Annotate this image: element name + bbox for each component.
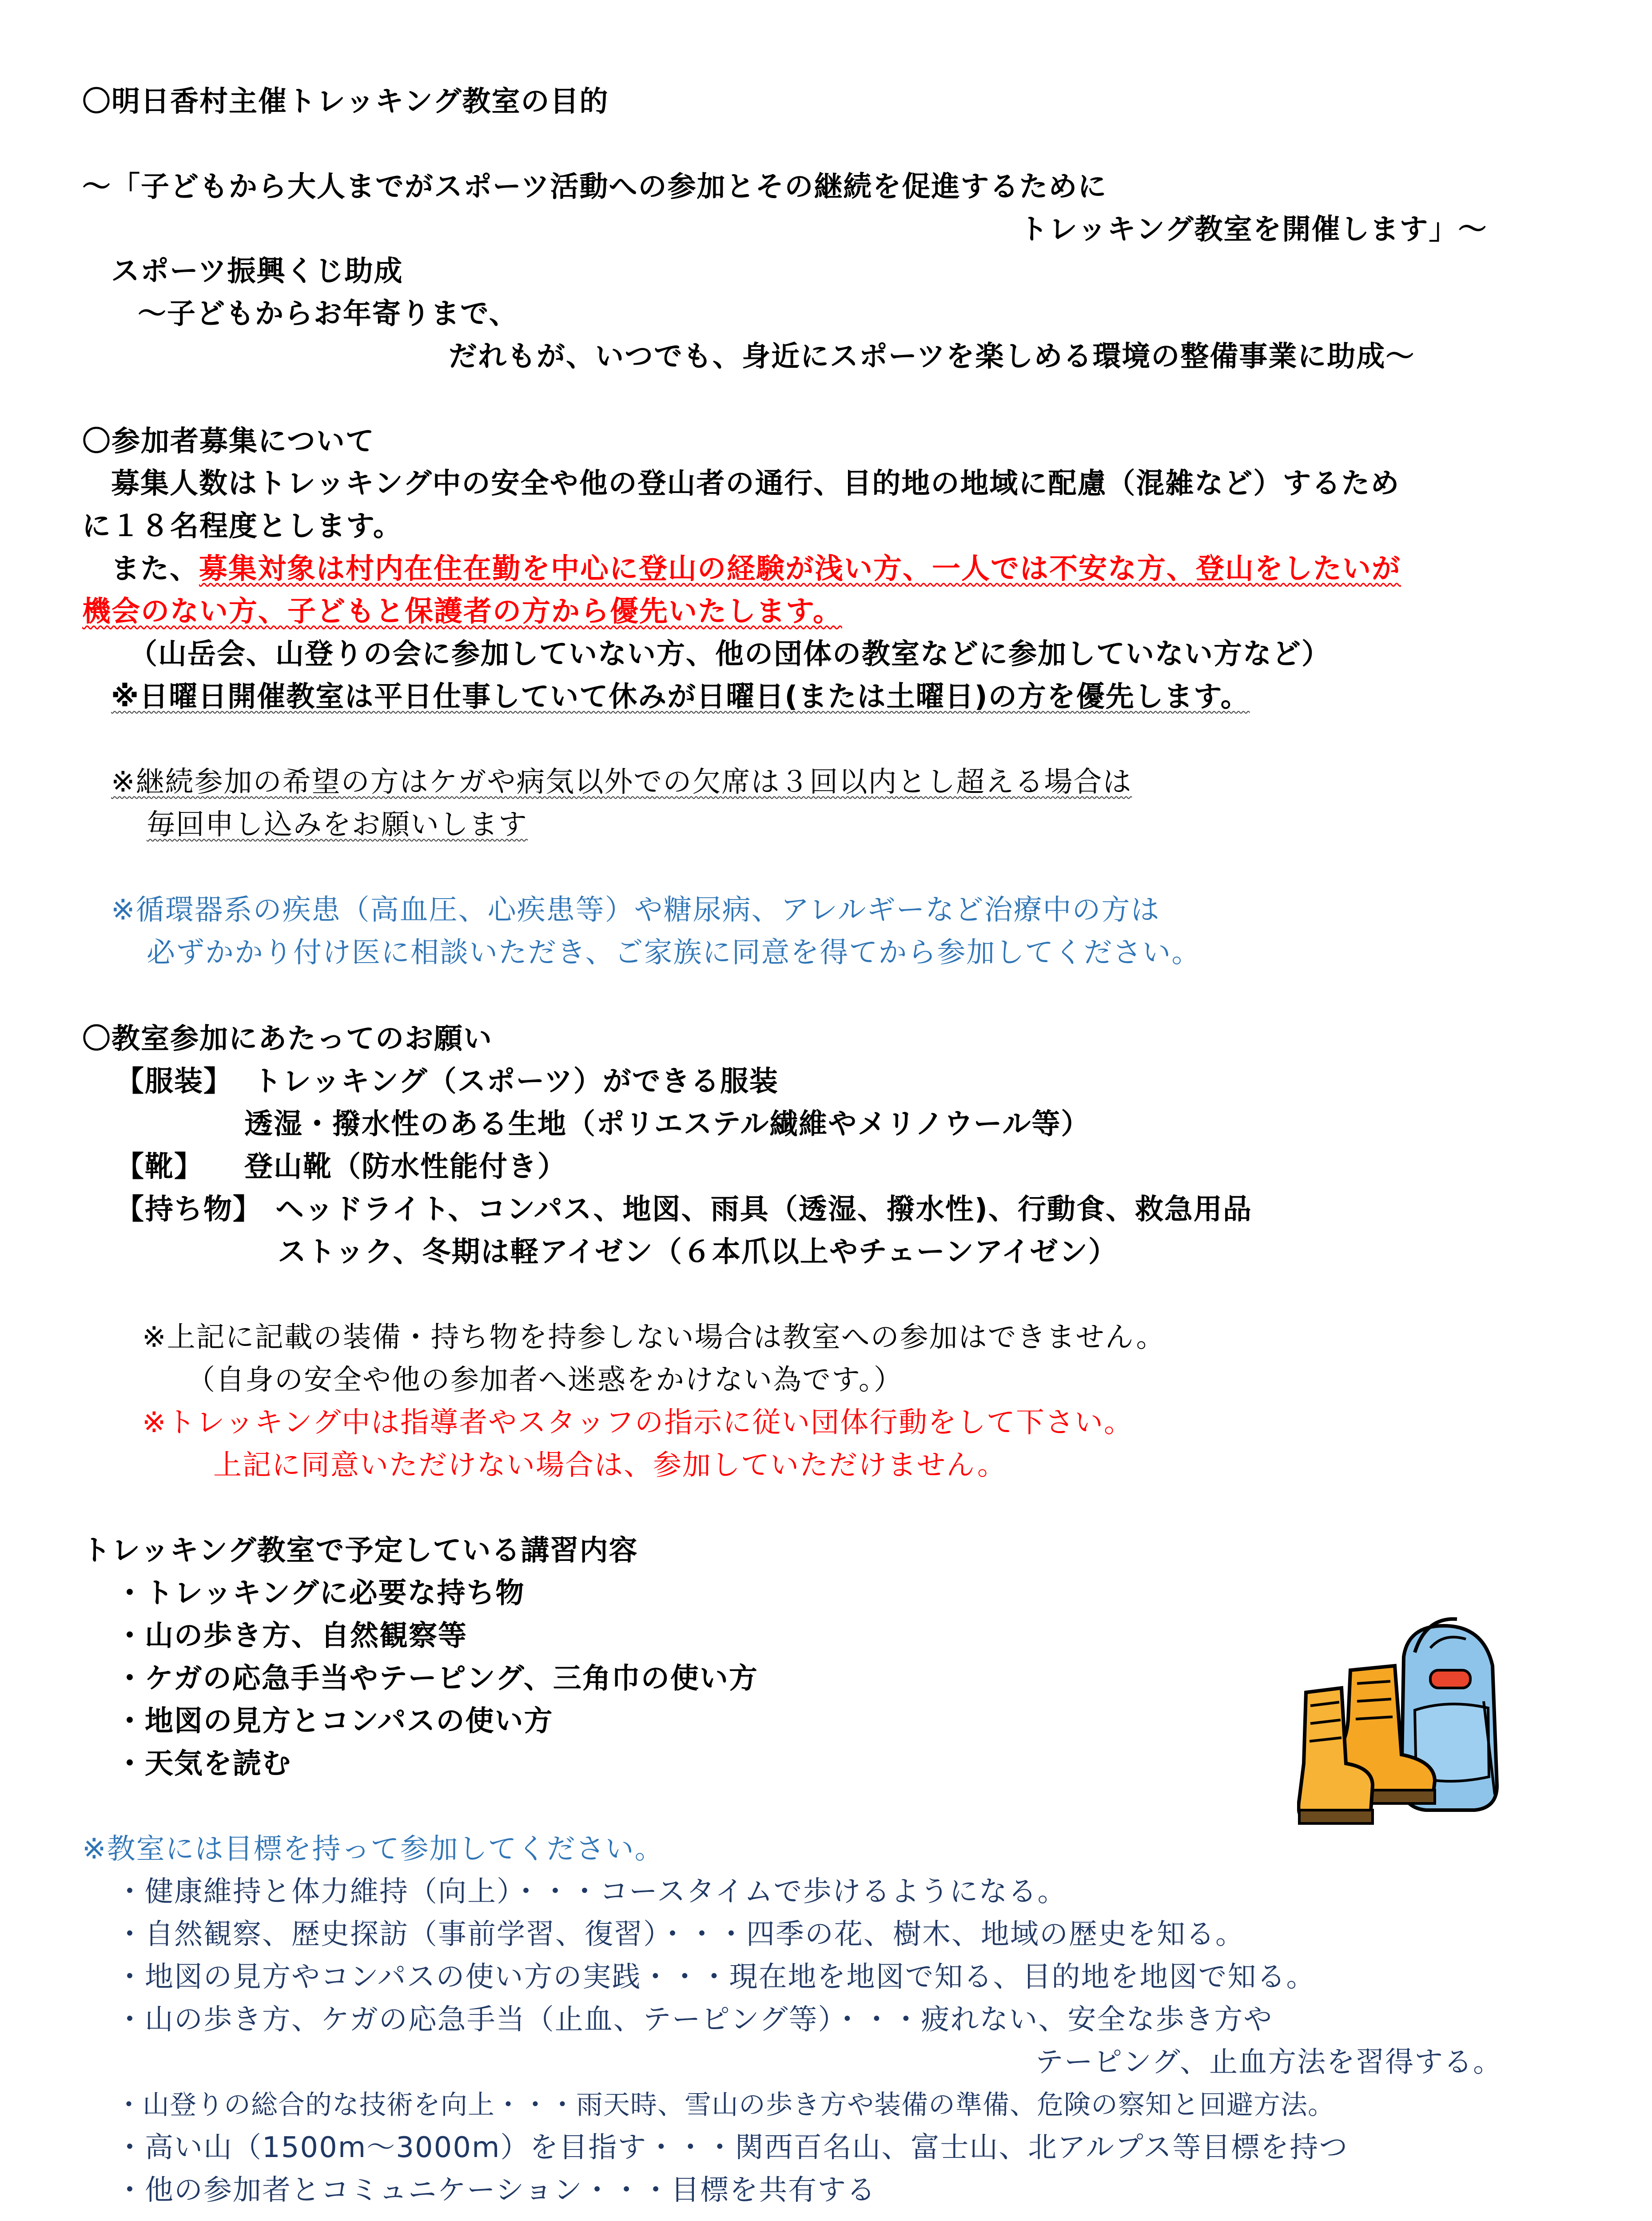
recruit-p3: （山岳会、山登りの会に参加していない方、他の団体の教室などに参加していない方など） [129, 638, 1331, 671]
goal-item: ・高い山（1500m～3000m）を目指す・・・関西百名山、富士山、北アルプス等目標を持つ [115, 2131, 1349, 2164]
course-item: ・山の歩き方、自然観察等 [115, 1620, 467, 1652]
recruit-p4 [111, 680, 1250, 714]
grant-title: スポーツ振興くじ助成 [111, 255, 403, 288]
recruit-heading: 〇参加者募集について [82, 425, 375, 458]
goals-heading: ※教室には目標を持って参加してください。 [82, 1833, 664, 1866]
recruit-p4-text: ※日曜日開催教室は平日仕事していて休みが日曜日(または土曜日)の方を優先します。 [111, 681, 1250, 713]
course-item: ・トレッキングに必要な持ち物 [115, 1577, 525, 1610]
course-item: ・ケガの応急手当やテーピング、三角巾の使い方 [115, 1662, 758, 1695]
recruit-p1-line2: に１８名程度とします。 [82, 510, 402, 543]
recruit-p6-line2: 必ずかかり付け医に相談いただき、ご家族に同意を得てから参加してください。 [147, 936, 1201, 969]
shoes-text: 登山靴（防水性能付き） [244, 1150, 567, 1183]
requests-note-red1: ※トレッキング中は指導者やスタッフの指示に従い団体行動をして下さい。 [142, 1406, 1134, 1439]
recruit-p2-line2 [82, 594, 842, 629]
items-line1: ヘッドライト、コンパス、地図、雨具（透湿、撥水性)、行動食、救急用品 [275, 1193, 1253, 1226]
requests-note1: ※上記に記載の装備・持ち物を持参しない場合は教室への参加はできません。 [142, 1321, 1166, 1354]
goal-item: ・山の歩き方、ケガの応急手当（止血、テーピング等）・・・疲れない、安全な歩き方や [115, 2003, 1273, 2036]
goal-item: ・健康維持と体力維持（向上）・・・コースタイムで歩けるようになる。 [115, 1875, 1067, 1908]
clothing-line1: トレッキング（スポーツ）ができる服装 [253, 1065, 779, 1098]
recruit-p6-line1: ※循環器系の疾患（高血圧、心疾患等）や糖尿病、アレルギーなど治療中の方は [111, 894, 1160, 927]
purpose-slogan-line1: ～「子どもから大人までがスポーツ活動への参加とその継続を促進するために [82, 171, 1107, 203]
requests-note-red2: 上記に同意いただけない場合は、参加していただけません。 [213, 1449, 1007, 1482]
recruit-p5-text1: ※継続参加の希望の方はケガや病気以外での欠席は３回以内とし超える場合は [111, 766, 1132, 799]
purpose-heading: 〇明日香村主催トレッキング教室の目的 [82, 85, 609, 118]
recruit-p5-line2 [147, 808, 528, 842]
requests-note2: （自身の安全や他の参加者へ迷惑をかけない為です。） [187, 1364, 903, 1397]
clothing-label: 【服装】 [115, 1065, 233, 1098]
shoes-label: 【靴】 [115, 1150, 203, 1183]
purpose-slogan-line2: トレッキング教室を開催します」～ [1019, 213, 1488, 246]
course-heading: トレッキング教室で予定している講習内容 [82, 1534, 638, 1567]
recruit-p2-prefix: また、 [111, 553, 199, 585]
goal-item-continued: テーピング、止血方法を習得する。 [1035, 2046, 1503, 2079]
goal-item: ・地図の見方やコンパスの使い方の実践・・・現在地を地図で知る、目的地を地図で知る。 [115, 1961, 1316, 1994]
hiking-gear-illustration [1297, 1608, 1519, 1839]
clothing-line2: 透湿・撥水性のある生地（ポリエステル繊維やメリノウール等） [244, 1108, 1091, 1141]
items-line2: ストック、冬期は軽アイゼン（６本爪以上やチェーンアイゼン） [278, 1236, 1118, 1269]
course-item: ・地図の見方とコンパスの使い方 [115, 1705, 553, 1738]
items-label: 【持ち物】 [115, 1193, 262, 1226]
grant-sub-line1: ～子どもからお年寄りまで、 [138, 298, 518, 330]
goal-item: ・山登りの総合的な技術を向上・・・雨天時、雪山の歩き方や装備の準備、危険の察知と回避方法。 [115, 2090, 1335, 2121]
requests-heading: 〇教室参加にあたってのお願い [82, 1023, 493, 1055]
recruit-priority-text-2: 機会のない方、子どもと保護者の方から優先いたします。 [82, 595, 842, 628]
course-item: ・天気を読む [115, 1747, 291, 1780]
recruit-p1-line1: 募集人数はトレッキング中の安全や他の登山者の通行、目的地の地域に配慮（混雑など）するため [111, 467, 1400, 500]
recruit-priority-text: 募集対象は村内在住在勤を中心に登山の経験が浅い方、一人では不安な方、登山をしたいが [199, 553, 1401, 585]
recruit-p5-line1 [111, 765, 1132, 800]
goal-item: ・他の参加者とコミュニケーション・・・目標を共有する [115, 2174, 876, 2207]
goal-item: ・自然観察、歴史探訪（事前学習、復習）・・・四季の花、樹木、地域の歴史を知る。 [115, 1918, 1245, 1951]
recruit-p5-text2: 毎回申し込みをお願いします [147, 808, 528, 841]
grant-sub-line2: だれもが、いつでも、身近にスポーツを楽しめる環境の整備事業に助成～ [449, 340, 1415, 373]
recruit-p2-line1 [111, 552, 1401, 586]
